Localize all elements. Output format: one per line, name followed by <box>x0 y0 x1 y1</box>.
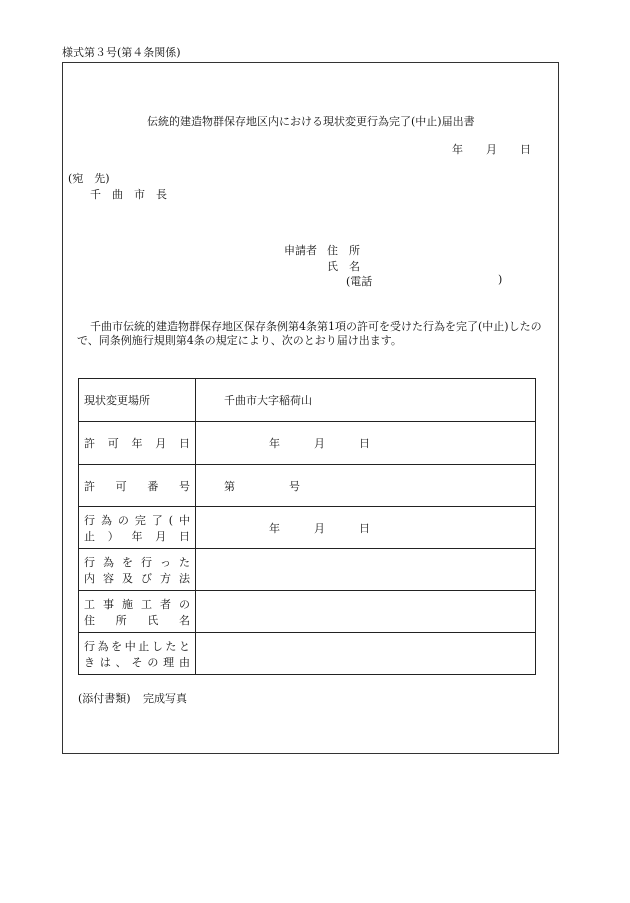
month-label: 月 <box>314 521 325 535</box>
table-row-location <box>79 379 536 422</box>
label-line: 許可番号 <box>84 479 190 493</box>
label-line: 住所氏名 <box>84 613 190 627</box>
document-title: 伝統的建造物群保存地区内における現状変更行為完了(中止)届出書 <box>147 115 475 128</box>
year-label: 年 <box>269 437 280 450</box>
day-label: 日 <box>359 521 370 535</box>
addressee-label: (宛 先) <box>68 172 110 185</box>
completion-date-value <box>196 507 536 549</box>
addressee-name: 千 曲 市 長 <box>90 188 167 201</box>
label-line: 工事施工者の <box>84 597 190 611</box>
applicant-phone-label: (電話 <box>346 275 373 288</box>
attachments-label: (添付書類) <box>78 692 131 705</box>
label-line: 行為を中止したと <box>84 639 190 653</box>
table-row-completion-date <box>79 507 536 549</box>
attachments-value: 完成写真 <box>143 692 187 705</box>
row-label-permit-number <box>79 465 196 507</box>
label-line: 許可年月日 <box>84 437 190 450</box>
permit-date-value <box>196 422 536 465</box>
applicant-label: 申請者 <box>284 244 317 257</box>
row-label-stop-reason <box>79 633 196 675</box>
month-label: 月 <box>314 437 325 450</box>
table-row-permit-number <box>79 465 536 507</box>
day-label: 日 <box>359 437 370 450</box>
date-month: 月 <box>486 143 497 156</box>
permit-number-value <box>196 465 536 507</box>
contractor-value <box>196 591 536 633</box>
table-row-contractor <box>79 591 536 633</box>
label-line: 行為を行った <box>84 555 190 569</box>
label-line: 止）年月日 <box>84 529 190 543</box>
date-year: 年 <box>452 143 463 156</box>
location-value: 千曲市大字稲荷山 <box>196 379 536 422</box>
label-line: きは、その理由 <box>84 655 190 669</box>
report-table <box>78 378 536 675</box>
row-label-location <box>79 379 196 422</box>
label-text <box>84 392 190 408</box>
date-day: 日 <box>520 143 531 156</box>
number-suffix: 号 <box>289 479 300 493</box>
applicant-phone-close: ) <box>498 273 503 286</box>
label-line: 現状変更場所 <box>84 394 150 407</box>
row-label-contractor <box>79 591 196 633</box>
body-text-line2: で、同条例施行規則第4条の規定により、次のとおり届け出ます。 <box>77 334 402 347</box>
body-text-line1: 千曲市伝統的建造物群保存地区保存条例第4条第1項の許可を受けた行為を完了(中止)したの <box>90 320 542 333</box>
number-prefix: 第 <box>224 479 235 493</box>
label-line: 行為の完了(中 <box>84 513 190 527</box>
row-label-completion-date <box>79 507 196 549</box>
year-label: 年 <box>269 521 280 535</box>
row-label-content-method <box>79 549 196 591</box>
row-label-permit-date <box>79 422 196 465</box>
stop-reason-value <box>196 633 536 675</box>
applicant-name-label: 氏 名 <box>327 260 360 273</box>
label-line: 内容及び方法 <box>84 571 190 585</box>
table-row-content-method <box>79 549 536 591</box>
table-row-stop-reason <box>79 633 536 675</box>
applicant-address-label: 住 所 <box>327 244 360 257</box>
table-row-permit-date <box>79 422 536 465</box>
content-method-value <box>196 549 536 591</box>
form-number: 様式第３号(第４条関係) <box>62 46 181 59</box>
